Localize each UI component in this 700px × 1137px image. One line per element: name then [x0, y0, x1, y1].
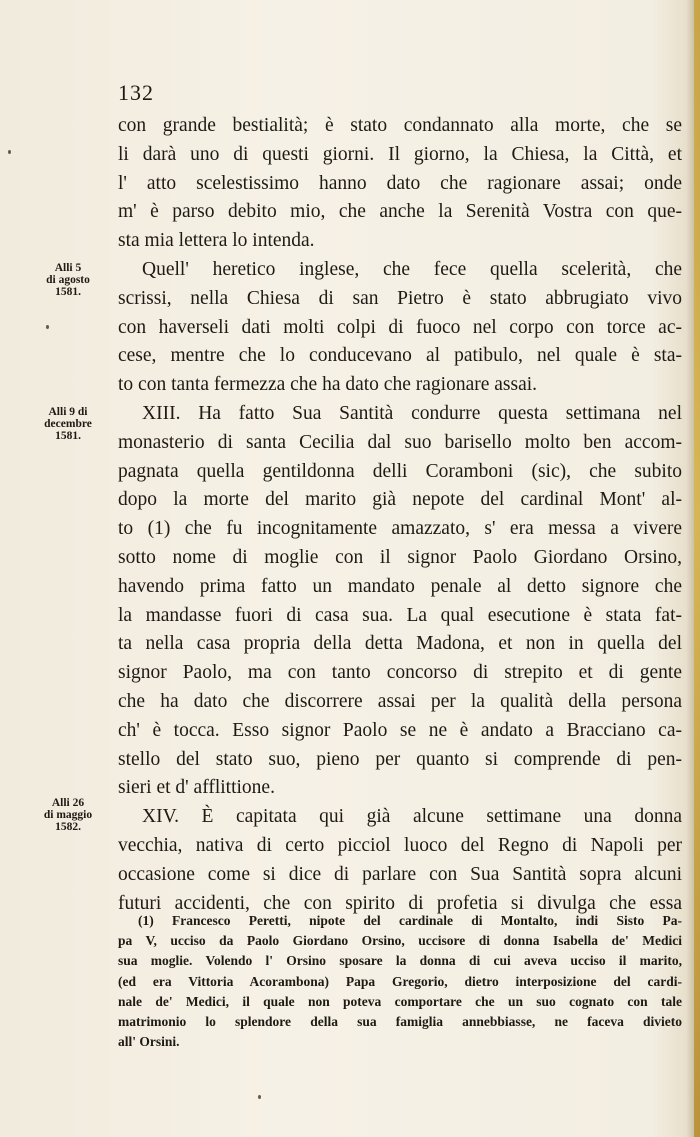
- text-line: monasterio di santa Cecilia dal suo barisello molto ben accom-: [118, 431, 682, 453]
- text-line: XIII. Ha fatto Sua Santità condurre questa settimana nel: [142, 402, 682, 424]
- margin-note-date: [28, 406, 108, 442]
- text-line: signor Paolo, ma con tanto concorso di strepito et di gente: [118, 662, 682, 684]
- footnote: [118, 911, 682, 1052]
- footnote-line: matrimonio lo splendore della sua famiglia annebbiasse, ne faceva divieto: [118, 1013, 682, 1029]
- text-line: scrissi, nella Chiesa di san Pietro è stato abbrugiato vivo: [118, 287, 682, 309]
- text-line: la mandasse fuori di casa sua. La qual esecutione è stata fat-: [118, 604, 682, 626]
- margin-note-line: 1582.: [55, 821, 81, 833]
- margin-note-date: [28, 262, 108, 298]
- text-line: stello del stato suo, pieno per quanto si comprende di pen-: [118, 748, 682, 770]
- margin-note-date: [28, 797, 108, 833]
- margin-note-line: Alli 9 di: [48, 406, 88, 418]
- text-line: m' è parso debito mio, che anche la Serenità Vostra con que-: [118, 201, 682, 223]
- footnote-line: pa V, ucciso da Paolo Giordano Orsino, uccisore di donna Isabella de' Medici: [118, 933, 682, 949]
- margin-note-line: di agosto: [46, 274, 90, 286]
- text-line: ta nella casa propria della detta Madona, et non in quella del: [118, 633, 682, 655]
- text-line: ch' è tocca. Esso signor Paolo se ne è andato a Bracciano ca-: [118, 719, 682, 741]
- text-line: con grande bestialità; è stato condannato alla morte, che se: [118, 115, 682, 136]
- text-line: cese, mentre che lo conducevano al patibulo, nel quale è sta-: [118, 345, 682, 367]
- text-line: sotto nome di moglie con il signor Paolo Giordano Orsino,: [118, 546, 682, 568]
- paper-speck: [8, 150, 11, 154]
- margin-note-line: Alli 5: [54, 262, 82, 274]
- text-line: XIV. È capitata qui già alcune settimane una donna: [142, 806, 682, 828]
- body-text: [118, 112, 682, 918]
- text-line: li darà uno di questi giorni. Il giorno, la Chiesa, la Città, et: [118, 143, 682, 165]
- margin-note-line: Alli 26: [51, 797, 85, 809]
- footnote-line: sua moglie. Volendo l' Orsino sposare la donna di cui aveva ucciso il marito,: [118, 953, 682, 969]
- text-line: to con tanta fermezza che ha dato che ragionare assai.: [118, 374, 538, 396]
- page-number: 132: [118, 80, 154, 105]
- text-line: futuri accidenti, che con spirito di profetia si divulga che essa: [118, 892, 682, 914]
- text-line: to (1) che fu incognitamente amazzato, s' era messa a vivere: [118, 518, 682, 540]
- text-line: sieri et d' afflittione.: [118, 777, 275, 799]
- text-line: vecchia, nativa di certo picciol luoco del Regno di Napoli per: [118, 834, 682, 856]
- paper-speck: [46, 325, 49, 329]
- footnote-line: nale de' Medici, il quale non poteva comportare che un suo cognato con tale: [118, 993, 682, 1009]
- footnote-line: all' Orsini.: [118, 1034, 180, 1050]
- text-line: l' atto scelestissimo hanno dato che ragionare assai; onde: [118, 172, 682, 194]
- margin-note-line: 1581.: [55, 430, 81, 442]
- paper-speck: [258, 1095, 261, 1099]
- page-edge: [694, 0, 700, 1137]
- text-line: con haverseli dati molti colpi di fuoco nel corpo con torce ac-: [118, 316, 682, 338]
- text-line: occasione come si dice di parlare con Sua Santità sopra alcuni: [118, 863, 682, 885]
- text-line: Quell' heretico inglese, che fece quella scelerità, che: [142, 258, 682, 280]
- footnote-line: (ed era Vittoria Acorambona) Papa Gregorio, dietro interposizione del cardi-: [118, 973, 682, 989]
- text-line: dopo la morte del marito già nepote del cardinal Mont' al-: [118, 489, 682, 511]
- text-line: havendo prima fatto un mandato penale al detto signore che: [118, 575, 682, 597]
- text-line: sta mia lettera lo intenda.: [118, 230, 315, 252]
- text-line: pagnata quella gentildonna delli Coramboni (sic), che subito: [118, 460, 682, 482]
- margin-note-line: decembre: [44, 418, 92, 430]
- margin-note-line: di maggio: [43, 809, 93, 821]
- text-line: che ha dato che discorrere assai per la qualità della persona: [118, 690, 682, 712]
- footnote-line: (1) Francesco Peretti, nipote del cardinale di Montalto, indi Sisto Pa-: [138, 913, 682, 928]
- margin-note-line: 1581.: [55, 286, 81, 298]
